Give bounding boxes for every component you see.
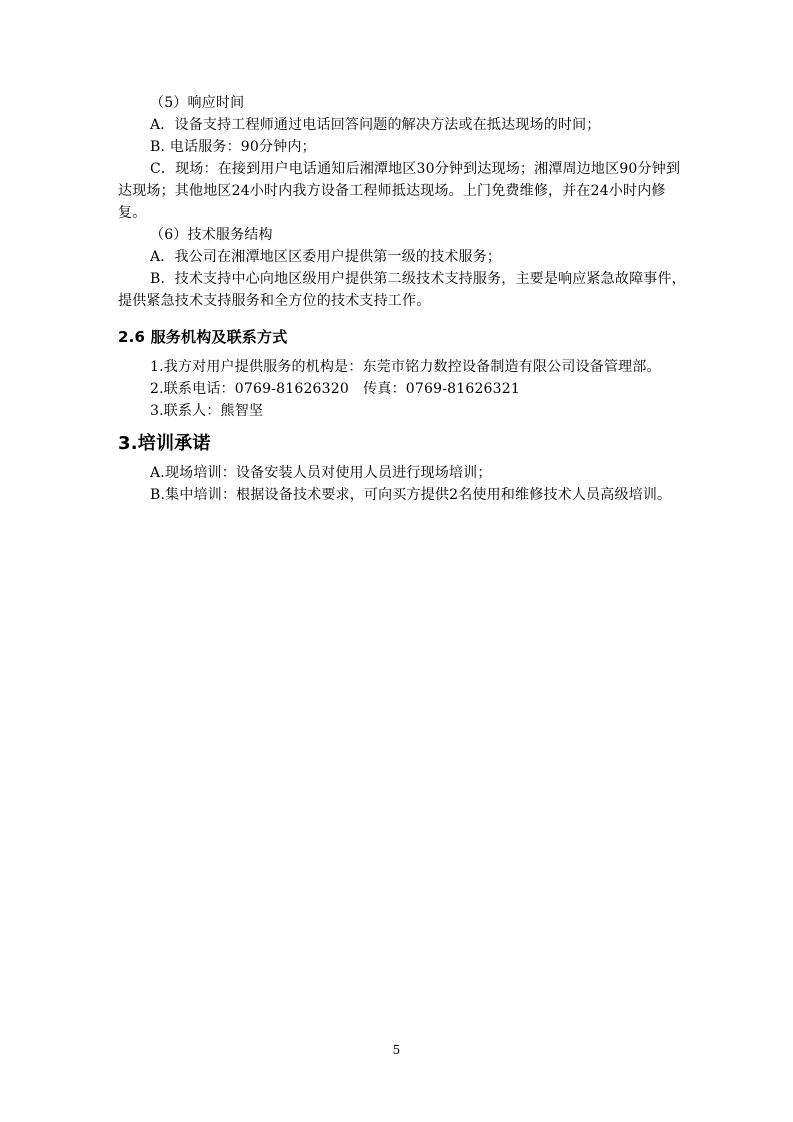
page-number: 5 [392, 1043, 401, 1057]
response-time-item-a: A．设备支持工程师通过电话回答问题的解决方法或在抵达现场的时间； [150, 117, 601, 133]
page-content [118, 92, 688, 506]
contact-item-organization: 1.我方对用户提供服务的机构是：东莞市铭力数控设备制造有限公司设备管理部。 [150, 359, 661, 375]
response-time-item-c: C．现场：在接到用户电话通知后湘潭地区30分钟到达现场；湘潭周边地区90分钟到达现场；其他地区24小时内我方设备工程师抵达现场。上门免费维修，并在24小时内修复。 [118, 161, 681, 221]
training-item-onsite: A.现场培训：设备安装人员对使用人员进行现场培训； [150, 465, 492, 481]
service-structure-item-b: B．技术支持中心向地区级用户提供第二级技术支持服务，主要是响应紧急故障事件，提供紧急技术支持服务和全方位的技术支持工作。 [118, 271, 686, 309]
response-time-title: （5）响应时间 [150, 95, 245, 111]
training-section-heading: 3.培训承诺 [118, 433, 211, 454]
contact-section-heading: 2.6 服务机构及联系方式 [118, 328, 288, 346]
training-item-centralized: B.集中培训：根据设备技术要求，可向买方提供2名使用和维修技术人员高级培训。 [150, 487, 672, 503]
response-time-item-b: B. 电话服务：90分钟内； [150, 139, 316, 155]
contact-item-phone-fax: 2.联系电话：0769-81626320 传真：0769-81626321 [150, 381, 520, 397]
service-structure-item-a: A．我公司在湘潭地区区委用户提供第一级的技术服务； [150, 249, 502, 265]
service-structure-title: （6）技术服务结构 [150, 227, 273, 243]
contact-item-person: 3.联系人：熊智坚 [150, 403, 264, 419]
